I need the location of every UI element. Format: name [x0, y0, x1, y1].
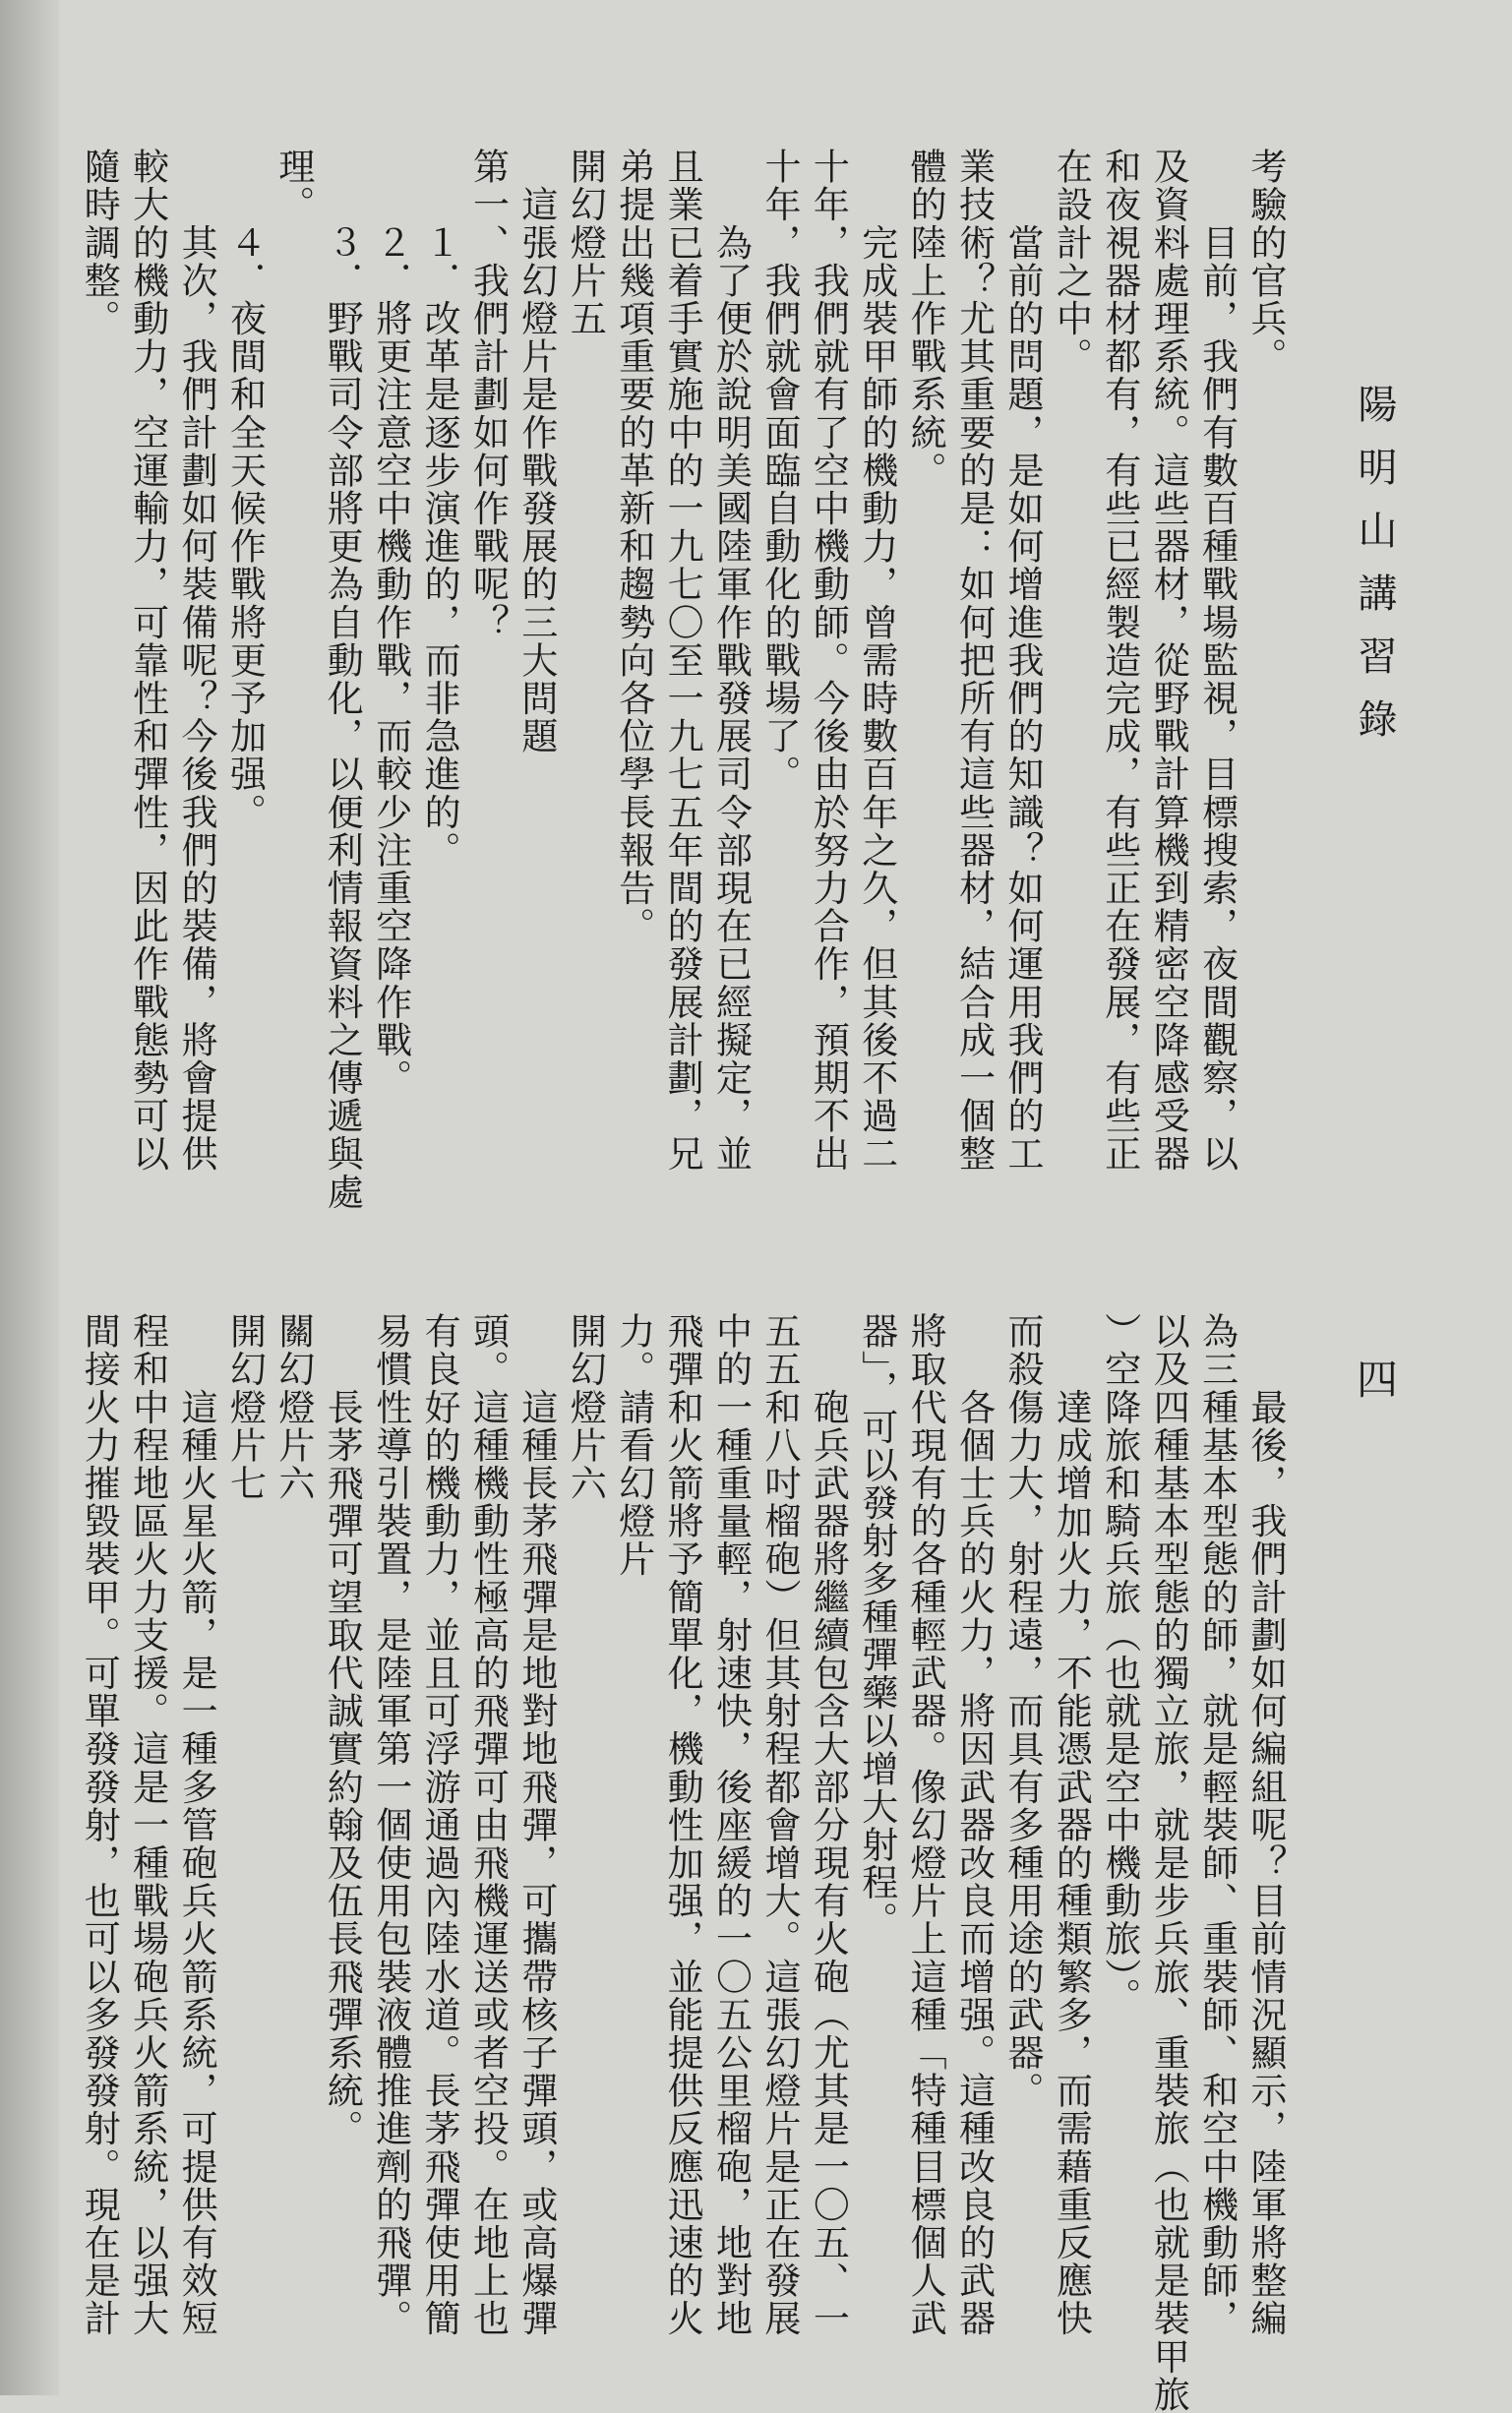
- text-column: 開幻燈片七: [223, 1312, 267, 1502]
- text-column: 弟提出幾項重要的革新和趨勢向各位學長報告。: [612, 148, 655, 945]
- text-column: 在設計之中。: [1050, 148, 1093, 376]
- text-column: 開幻燈片六: [564, 1312, 607, 1502]
- text-column: 其次，我們計劃如何裝備呢？今後我們的裝備，將會提供: [175, 148, 218, 1174]
- text-column: 目前，我們有數百種戰場監視，目標搜索，夜間觀察，以: [1195, 148, 1239, 1174]
- page-number: 四: [1351, 1357, 1399, 1399]
- text-column: 當前的問題，是如何增進我們的知識？如何運用我們的工: [1000, 148, 1044, 1174]
- text-column: 第一、我們計劃如何作戰呢？: [466, 148, 510, 641]
- text-column: 以及四種基本型態的獨立旅，就是步兵旅、重裝旅（也就是裝甲旅: [1147, 1312, 1190, 2413]
- text-column: 砲兵武器將繼續包含大部分現有火砲（尤其是一〇五、一: [807, 1312, 850, 2338]
- bottom-text-block: [75, 1312, 1290, 2413]
- text-column: 且業已着手實施中的一九七〇至一九七五年間的發展計劃，兄: [661, 148, 704, 1174]
- text-column: 將取代現有的各種輕武器。像幻燈片上這種「特種目標個人武: [904, 1312, 947, 2338]
- text-column: 這種長茅飛彈是地對地飛彈，可攜帶核子彈頭，或高爆彈: [514, 1312, 558, 2338]
- text-column: 頭。這種機動性極高的飛彈可由飛機運送或者空投。在地上也: [466, 1312, 510, 2338]
- text-column: 力。請看幻燈片: [612, 1312, 655, 1579]
- text-column: 五五和八吋榴砲）但其射程都會增大。這張幻燈片是正在發展: [757, 1312, 801, 2338]
- page-edge-shadow: [0, 0, 59, 2395]
- text-column: ）空降旅和騎兵旅（也就是空中機動旅）。: [1098, 1312, 1141, 2016]
- text-column: 這張幻燈片是作戰發展的三大問題: [514, 148, 558, 755]
- text-column: 易慣性導引裝置，是陸軍第一個使用包裝液體推進劑的飛彈。: [369, 1312, 412, 2338]
- text-column: 體的陸上作戰系統。: [904, 148, 947, 490]
- text-column: 較大的機動力，空運輸力，可靠性和彈性，因此作戰態勢可以: [126, 148, 169, 1174]
- text-column: 完成裝甲師的機動力，曾需時數百年之久，但其後不過二: [855, 148, 898, 1174]
- text-column: 考驗的官兵。: [1244, 148, 1287, 376]
- text-column: 和夜視器材都有，有些已經製造完成，有些正在發展，有些正: [1098, 148, 1141, 1174]
- text-column: 業技術？尤其重要的是：如何把所有這些器材，結合成一個整: [952, 148, 996, 1174]
- text-column: ４．夜間和全天候作戰將更予加强。: [223, 148, 267, 831]
- text-column: ３．野戰司令部將更為自動化，以便利情報資料之傳遞與處: [321, 148, 364, 1211]
- text-column: １．改革是逐步演進的，而非急進的。: [418, 148, 461, 870]
- text-column: 中的一種重量輕，射速快，後座緩的一〇五公里榴砲，地對地: [709, 1312, 753, 2338]
- text-column: 有良好的機動力，並且可浮游通過內陸水道。長茅飛彈使用簡: [418, 1312, 461, 2338]
- text-column: 十年，我們就會面臨自動化的戰場了。: [757, 148, 801, 794]
- text-column: 這種火星火箭，是一種多管砲兵火箭系統，可提供有效短: [175, 1312, 218, 2338]
- text-column: 開幻燈片五: [564, 148, 607, 337]
- text-column: 關幻燈片六: [272, 1312, 315, 1502]
- text-column: 而殺傷力大，射程遠，而具有多種用途的武器。: [1000, 1312, 1044, 2110]
- text-column: ２．將更注意空中機動作戰，而較少注重空降作戰。: [369, 148, 412, 1097]
- text-column: 及資料處理系統。這些器材，從野戰計算機到精密空降感受器: [1147, 148, 1190, 1174]
- text-column: 為三種基本型態的師，就是輕裝師、重裝師、和空中機動師，: [1195, 1312, 1239, 2338]
- text-column: 達成增加火力，不能憑武器的種類繁多，而需藉重反應快: [1050, 1312, 1093, 2338]
- text-column: 理。: [272, 148, 315, 224]
- top-text-block: [75, 148, 1290, 1211]
- running-head: 陽明山講習錄: [1352, 384, 1397, 761]
- text-column: 長茅飛彈可望取代誠實約翰及伍長飛彈系統。: [321, 1312, 364, 2148]
- text-column: 隨時調整。: [78, 148, 121, 337]
- text-column: 最後，我們計劃如何編組呢？目前情況顯示，陸軍將整編: [1244, 1312, 1287, 2338]
- text-column: 為了便於說明美國陸軍作戰發展司令部現在已經擬定，並: [709, 148, 753, 1174]
- text-column: 飛彈和火箭將予簡單化，機動性加强，並能提供反應迅速的火: [661, 1312, 704, 2338]
- text-column: 各個士兵的火力，將因武器改良而增强。這種改良的武器: [952, 1312, 996, 2338]
- text-column: 程和中程地區火力支援。這是一種戰場砲兵火箭系統，以强大: [126, 1312, 169, 2338]
- text-column: 十年，我們就有了空中機動師。今後由於努力合作，預期不出: [807, 148, 850, 1174]
- text-column: 間接火力摧毀裝甲。可單發發射，也可以多發發射。現在是計: [78, 1312, 121, 2338]
- text-column: 器」，可以發射多種彈藥以增大射程。: [855, 1312, 898, 1940]
